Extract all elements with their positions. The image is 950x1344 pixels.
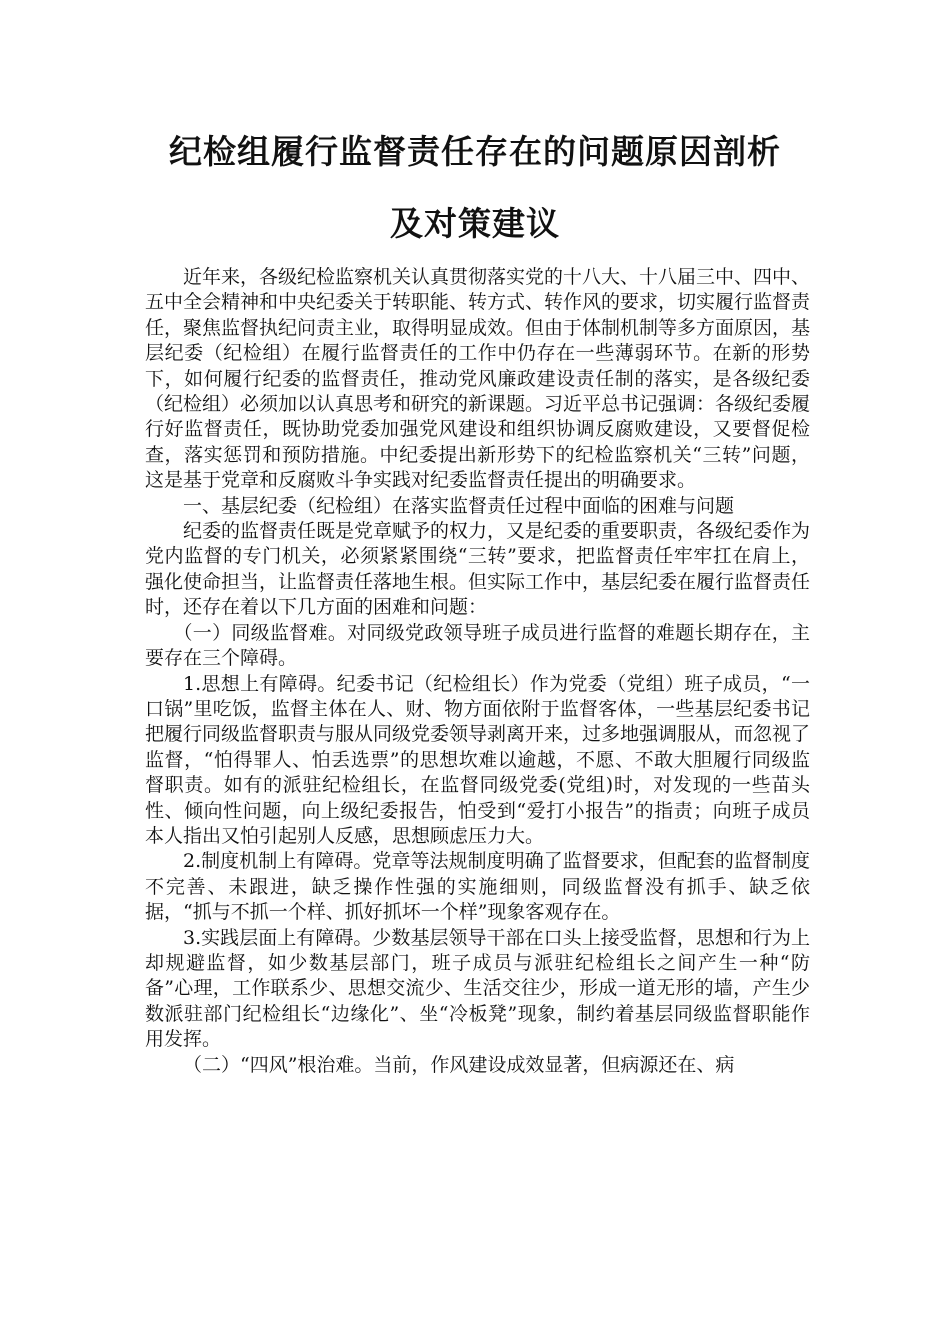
section-heading-1: 一、基层纪委（纪检组）在落实监督责任过程中面临的困难与问题 [183, 494, 735, 517]
subsection-heading-2: （二）“四风”根治难。当前，作风建设成效显著，但病源还在、病 [183, 1053, 735, 1076]
paragraph-intro: 近年来，各级纪检监察机关认真贯彻落实党的十八大、十八届三中、四中、五中全会精神和中央纪委关于转职能、转方式、转作风的要求，切实履行监督责任，聚焦监督执纪问责主业，取得明显成效。但由于体制机制等多方面原因，基层纪委（纪检组）在履行监督责任的工作中仍存在一些薄弱环节。在新的形势下，如何履行纪委的监督责任，推动党风廉政建设责任制的落实，是各级纪委（纪检组）必须加以认真思考和研究的新课题。习近平总书记强调：各级纪委履行好监督责任，既协助党委加强党风建设和组织协调反腐败建设，又要督促检查，落实惩罚和预防措施。中纪委提出新形势下的纪检监察机关“三转”问题，这是基于党章和反腐败斗争实践对纪委监督责任提出的明确要求。 [145, 266, 811, 492]
paragraph-point-3: 3.实践层面上有障碍。少数基层领导干部在口头上接受监督，思想和行为上却规避监督，如少数基层部门，班子成员与派驻纪检组长之间产生一种“防备”心理，工作联系少、思想交流少、生活交往少，形成一道无形的墙，产生少数派驻部门纪检组长“边缘化”、坐“冷板凳”现象，制约着基层同级监督职能作用发挥。 [145, 926, 810, 1051]
document-title-line-1: 纪检组履行监督责任存在的问题原因剖析 [169, 132, 781, 171]
document-body [145, 265, 810, 1078]
document-title-line-2: 及对策建议 [390, 204, 560, 243]
paragraph-point-2: 2.制度机制上有障碍。党章等法规制度明确了监督要求，但配套的监督制度不完善、未跟进，缺乏操作性强的实施细则，同级监督没有抓手、缺乏依据，“抓与不抓一个样、抓好抓坏一个样”现象客观存在。 [145, 850, 810, 924]
paragraph-point-1: 1.思想上有障碍。纪委书记（纪检组长）作为党委（党组）班子成员，“一口锅”里吃饭，监督主体在人、财、物方面依附于监督客体，一些基层纪委书记把履行同级监督职责与服从同级党委领导剥离开来，过多地强调服从，而忽视了监督，“怕得罪人、怕丢选票”的思想坎难以逾越，不愿、不敢大胆履行同级监督职责。如有的派驻纪检组长，在监督同级党委(党组)时，对发现的一些苗头性、倾向性问题，向上级纪委报告，怕受到“爱打小报告”的指责；向班子成员本人指出又怕引起别人反感，思想顾虑压力大。 [145, 672, 811, 847]
paragraph-section-1-intro: 纪委的监督责任既是党章赋予的权力，又是纪委的重要职责，各级纪委作为党内监督的专门机关，必须紧紧围绕“三转”要求，把监督责任牢牢扛在肩上，强化使命担当，让监督责任落地生根。但实际工作中，基层纪委在履行监督责任时，还存在着以下几方面的困难和问题： [145, 520, 811, 619]
subsection-heading-1: （一）同级监督难。对同级党政领导班子成员进行监督的难题长期存在，主要存在三个障碍。 [145, 621, 810, 670]
